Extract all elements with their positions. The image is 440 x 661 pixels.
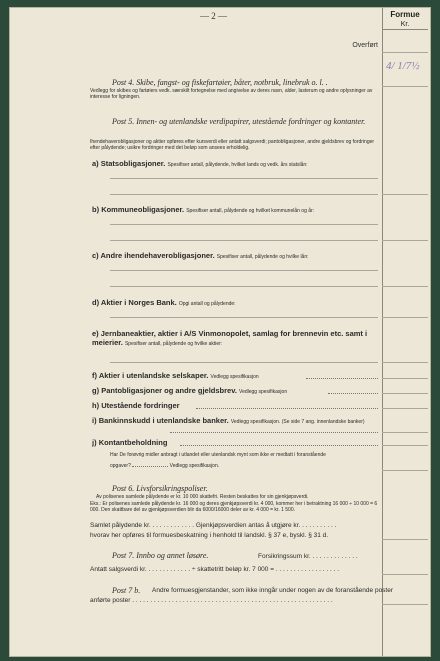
item-d [92, 298, 236, 307]
item-j-dots[interactable] [180, 445, 378, 446]
formue-column-header [382, 8, 428, 30]
form-page [10, 8, 430, 656]
post6-line-1: Samlet pålydende kr. . . . . . . . . . . . . Gjenkjøpsverdien antas å utgjøre kr. . . . . . . . . . . [90, 522, 337, 529]
item-h-label: Utestående fordringer [101, 401, 180, 410]
formue-unit: Kr. [400, 21, 410, 28]
item-h-dots[interactable] [196, 408, 378, 409]
formue-cell-h[interactable] [382, 408, 428, 409]
item-b [92, 205, 314, 214]
item-f-dots[interactable] [306, 378, 378, 379]
post6-line-2: hvorav her opføres til formuesbeskatning i henhold til landskl. § 37 e, byskl. § 31 d. [90, 532, 329, 539]
item-a-line-1[interactable] [110, 178, 378, 179]
item-j-label: Kontantbeholdning [98, 438, 168, 447]
item-i [92, 416, 382, 427]
item-e-label: Jernbaneaktier, aktier i A/S Vinmonopolet, samlag for brennevin etc. samt i meierier. [92, 329, 368, 347]
formue-cell-post4[interactable] [382, 86, 428, 87]
item-f-letter: f) [92, 371, 97, 380]
post7b-text-2: anførte poster . . . . . . . . . . . . . . . . . . . . . . . . . . . . . . . . . . . . . . . . . . . . . . . . . . . . . . . . [90, 597, 333, 604]
item-c-spec: Spesifiser antall, pålydende og hvilke lån: [216, 254, 309, 260]
item-c-letter: c) [92, 251, 99, 260]
item-c-line-1[interactable] [110, 270, 378, 271]
post7-title: Post 7. Innbo og annet løsøre. [112, 551, 209, 560]
formue-cell-c[interactable] [382, 286, 428, 287]
post4-title: Post 4. Skibe, fangst- og fiskefartøier, båter, notbruk, linebruk o. l. . [112, 78, 328, 87]
item-j-question-2: opgaver? Vedlegg spesifikasjon. [110, 463, 220, 469]
formue-cell-j[interactable] [382, 445, 428, 446]
item-e [92, 329, 382, 349]
item-g-spec: Vedlegg spesifikasjon [239, 389, 288, 395]
item-j [92, 438, 167, 447]
item-d-spec: Opgi antall og pålydende: [178, 301, 236, 307]
post7b-text: Andre formuesgjenstander, som ikke inngår under nogen av de foranstående poster [152, 587, 394, 594]
item-e-line-1[interactable] [110, 362, 378, 363]
item-a [92, 159, 308, 168]
formue-cell-f[interactable] [382, 378, 428, 379]
formue-cell-post6[interactable] [382, 539, 428, 540]
item-a-label: Statsobligasjoner. [100, 159, 166, 168]
item-j-answer-field[interactable] [132, 466, 168, 467]
item-d-line-1[interactable] [110, 317, 378, 318]
item-a-spec: Spesifiser antall, pålydende, hvilket lands og vedk. års statslån: [167, 162, 308, 168]
formue-cell-b[interactable] [382, 240, 428, 241]
item-i-spec: Vedlegg spesifikasjon. (Se side 7 ang. innenlandske banker) [230, 419, 365, 425]
item-c-label: Andre ihendehaverobligasjoner. [100, 251, 215, 260]
item-g-letter: g) [92, 386, 100, 395]
item-e-letter: e) [92, 329, 99, 338]
item-g-dots[interactable] [328, 393, 378, 394]
item-j-letter: j) [92, 438, 97, 447]
item-i-label: Bankinnskudd i utenlandske banker. [98, 416, 229, 425]
post4-note: Vedlegg for skibes og fartøiers vedk. særskilt fortegnelse med angivelse av deres navn, alder, lasterum og andre oplysninger av interesse for ligningen. [90, 88, 373, 100]
item-f-spec: Vedlegg spesifikasjon [210, 374, 259, 380]
item-c-line-2[interactable] [110, 286, 378, 287]
item-g-label: Pantobligasjoner og andre gjeldsbrev. [101, 386, 237, 395]
formue-cell-g[interactable] [382, 393, 428, 394]
item-d-letter: d) [92, 298, 100, 307]
post6-title: Post 6. Livsforsikringspoliser. [112, 484, 208, 493]
formue-title: Formue [390, 10, 420, 19]
item-b-spec: Spesifiser antall, pålydende og hvilket kommunelån og år: [186, 208, 315, 214]
item-i-letter: i) [92, 416, 97, 425]
overfort-label: Overført [352, 42, 378, 49]
item-g [92, 386, 287, 395]
item-i-dots[interactable] [170, 432, 378, 433]
item-j-question: Har De forøvrig midler anbragt i utlandet eller utenlandsk mynt som ikke er medtatt i foranstående [110, 452, 326, 458]
post7-line: Antatt salgsverdi kr. . . . . . . . . . . . . ÷ skattetritt beløp kr. 7 000 = . . . . . . . . . . . . . . . . . . [90, 566, 340, 573]
formue-cell-overfort[interactable] [382, 52, 428, 53]
item-a-line-2[interactable] [110, 194, 378, 195]
item-d-label: Aktier i Norges Bank. [100, 298, 177, 307]
item-b-label: Kommuneobligasjoner. [101, 205, 185, 214]
post6-note-2: Eks.: Er polisenes samlede pålydende kr. 16 000 og deres gjenkjøpsverdi kr. 4 000, kommer her i betraktning 16 000 ÷ 10 000 = 6 000. Den skattbare del av gjenkjøpsverdien blir da 6000/16000 deler av kr. 4 000 = kr. 1 500. [90, 501, 378, 513]
item-b-line-2[interactable] [110, 240, 378, 241]
post7b-title: Post 7 b. [112, 586, 141, 595]
handwritten-amount: 4/ 1/7½ [386, 60, 420, 72]
formue-cell-post7[interactable] [382, 574, 428, 575]
page-number: — 2 — [200, 11, 227, 21]
formue-cell-d[interactable] [382, 317, 428, 318]
formue-cell-i[interactable] [382, 432, 428, 433]
item-f-label: Aktier i utenlandske selskaper. [98, 371, 209, 380]
item-f [92, 371, 259, 380]
item-a-letter: a) [92, 159, 99, 168]
post7-insurance: Forsikringssum kr. . . . . . . . . . . . . . [258, 553, 358, 560]
formue-cell-j-other[interactable] [382, 470, 428, 471]
post6-note-1: Av polisenes samlede pålydende er kr. 10 000 skattefri. Resten beskattes for sin gjenkjøpsverdi. [96, 494, 309, 500]
item-h [92, 401, 180, 410]
item-c [92, 251, 309, 260]
post5-note: Ihendehaverobligasjoner og aktier opføres efter kursverdi eller antatt salgsverdi; pantobligasjoner, andre gjeldsbrev og fordringer efter pålydende; usikre fordringer med det beløp som ansees erholdelig. [90, 139, 375, 151]
item-e-spec: Spesifiser antall, pålydende og hvilke aktier: [124, 341, 223, 347]
item-b-letter: b) [92, 205, 100, 214]
formue-cell-e[interactable] [382, 362, 428, 363]
post5-title: Post 5. Innen- og utenlandske verdipapirer, utestående fordringer og kontanter. [112, 117, 366, 126]
item-b-line-1[interactable] [110, 224, 378, 225]
formue-cell-post7b[interactable] [382, 604, 428, 605]
formue-column [382, 8, 429, 656]
formue-cell-a[interactable] [382, 194, 428, 195]
item-h-letter: h) [92, 401, 100, 410]
